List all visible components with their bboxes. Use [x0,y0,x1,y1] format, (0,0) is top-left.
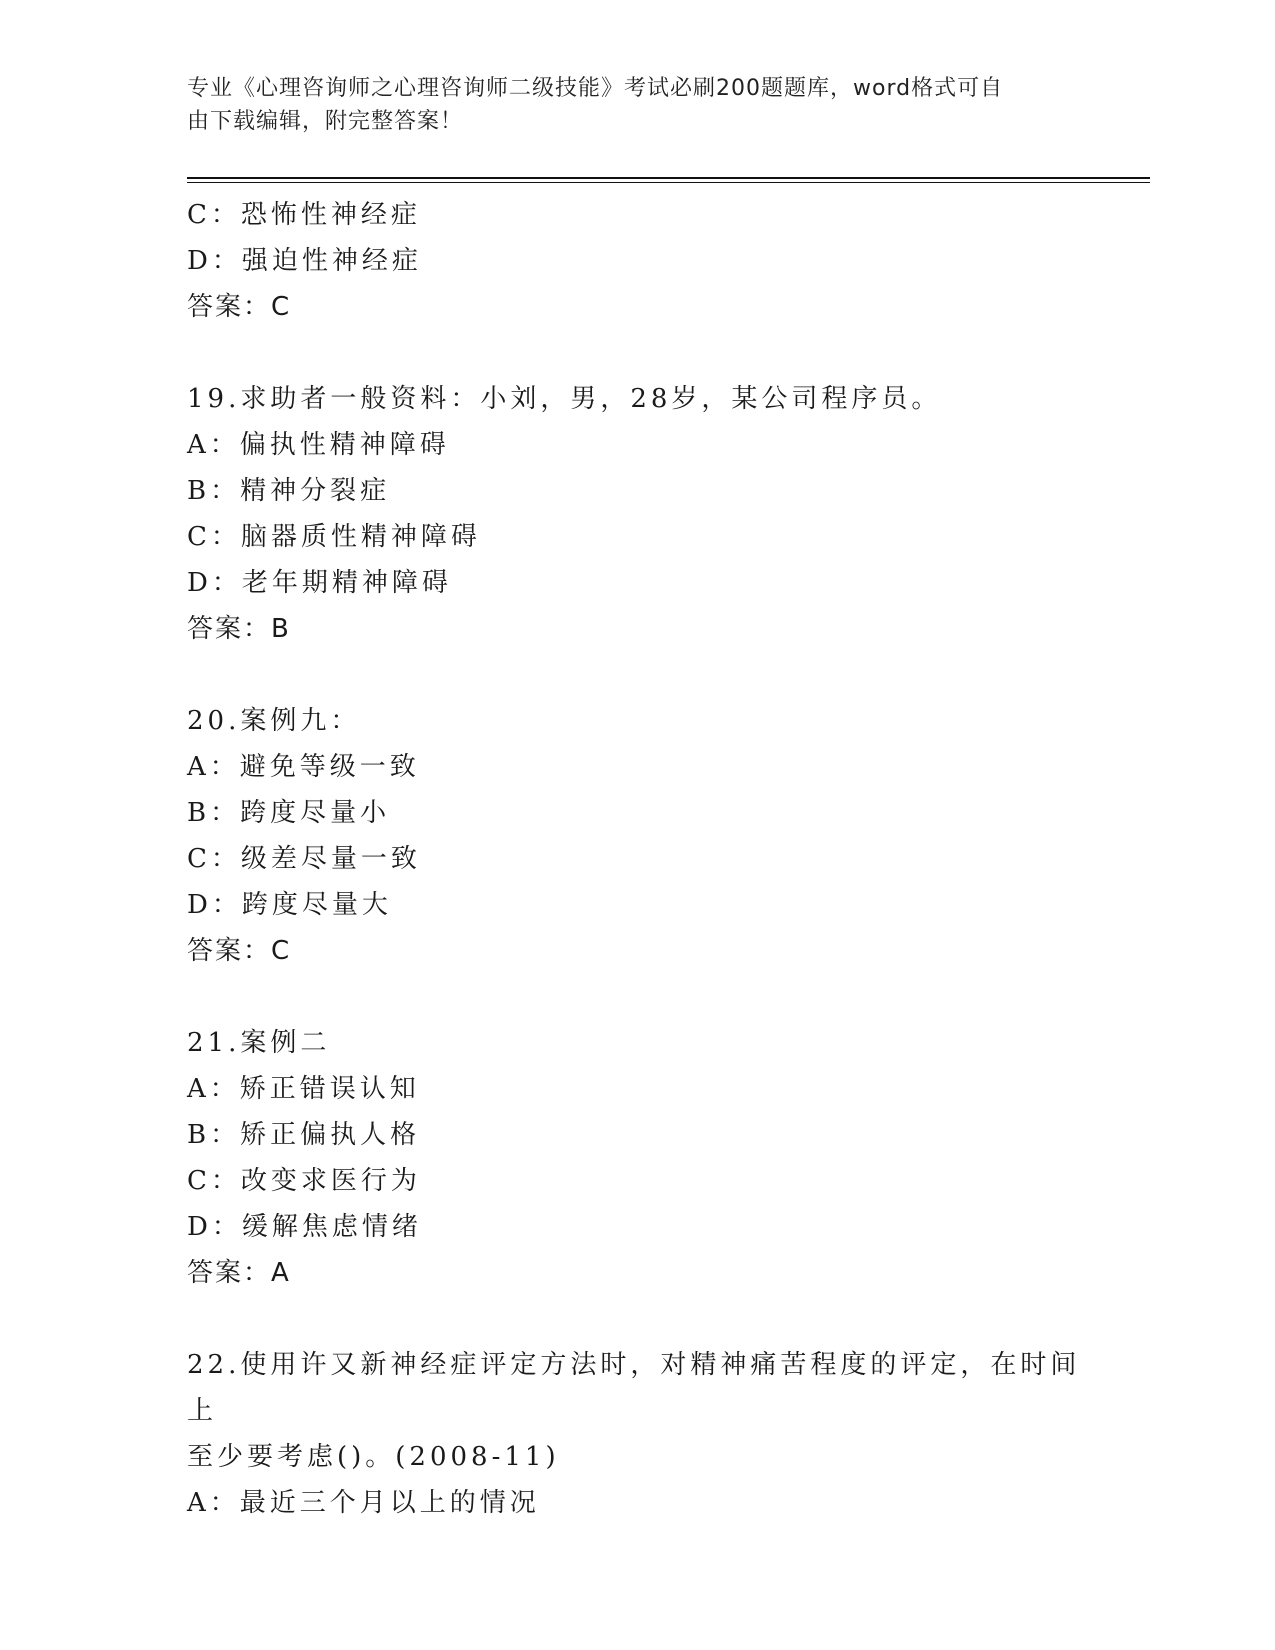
option-a: A：最近三个月以上的情况 [187,1488,540,1518]
option-b: B：矫正偏执人格 [187,1120,421,1150]
option-a: A：矫正错误认知 [187,1074,420,1104]
header-line-1: 专业《心理咨询师之心理咨询师二级技能》考试必刷200题题库，word格式可自 [187,76,1004,101]
spacer [187,974,1087,1020]
question-list [187,192,1087,1526]
question-stem-line-2: 至少要考虑()。(2008-11) [187,1442,560,1472]
document-header [187,72,1067,138]
option-d: D：老年期精神障碍 [187,568,452,598]
question-22-block [187,1342,1087,1526]
header-line-2: 由下载编辑，附完整答案！ [187,109,464,134]
option-c: C：恐怖性神经症 [187,200,421,230]
option-d: D：强迫性神经症 [187,246,422,276]
spacer [187,652,1087,698]
spacer [187,1296,1087,1342]
question-stem: 20.案例九： [187,706,361,736]
option-b: B：精神分裂症 [187,476,391,506]
question-20-block [187,698,1087,974]
question-21-block [187,1020,1087,1296]
option-c: C：改变求医行为 [187,1166,421,1196]
header-divider-thick [187,177,1150,179]
spacer [187,330,1087,376]
question-stem: 19.求助者一般资料：小刘，男，28岁，某公司程序员。 [187,384,942,414]
option-d: D：跨度尽量大 [187,890,392,920]
answer-line: 答案：A [187,1258,291,1288]
question-stem: 21.案例二 [187,1028,331,1058]
question-18-block [187,192,1087,330]
answer-line: 答案：B [187,614,291,644]
question-19-block [187,376,1087,652]
option-b: B：跨度尽量小 [187,798,391,828]
answer-line: 答案：C [187,936,292,966]
option-a: A：偏执性精神障碍 [187,430,450,460]
header-divider-thin [187,182,1150,183]
option-c: C：级差尽量一致 [187,844,421,874]
answer-line: 答案：C [187,292,292,322]
question-stem-line-1: 22.使用许又新神经症评定方法时，对精神痛苦程度的评定，在时间上 [187,1350,1081,1426]
option-d: D：缓解焦虑情绪 [187,1212,422,1242]
option-c: C：脑器质性精神障碍 [187,522,481,552]
option-a: A：避免等级一致 [187,752,420,782]
